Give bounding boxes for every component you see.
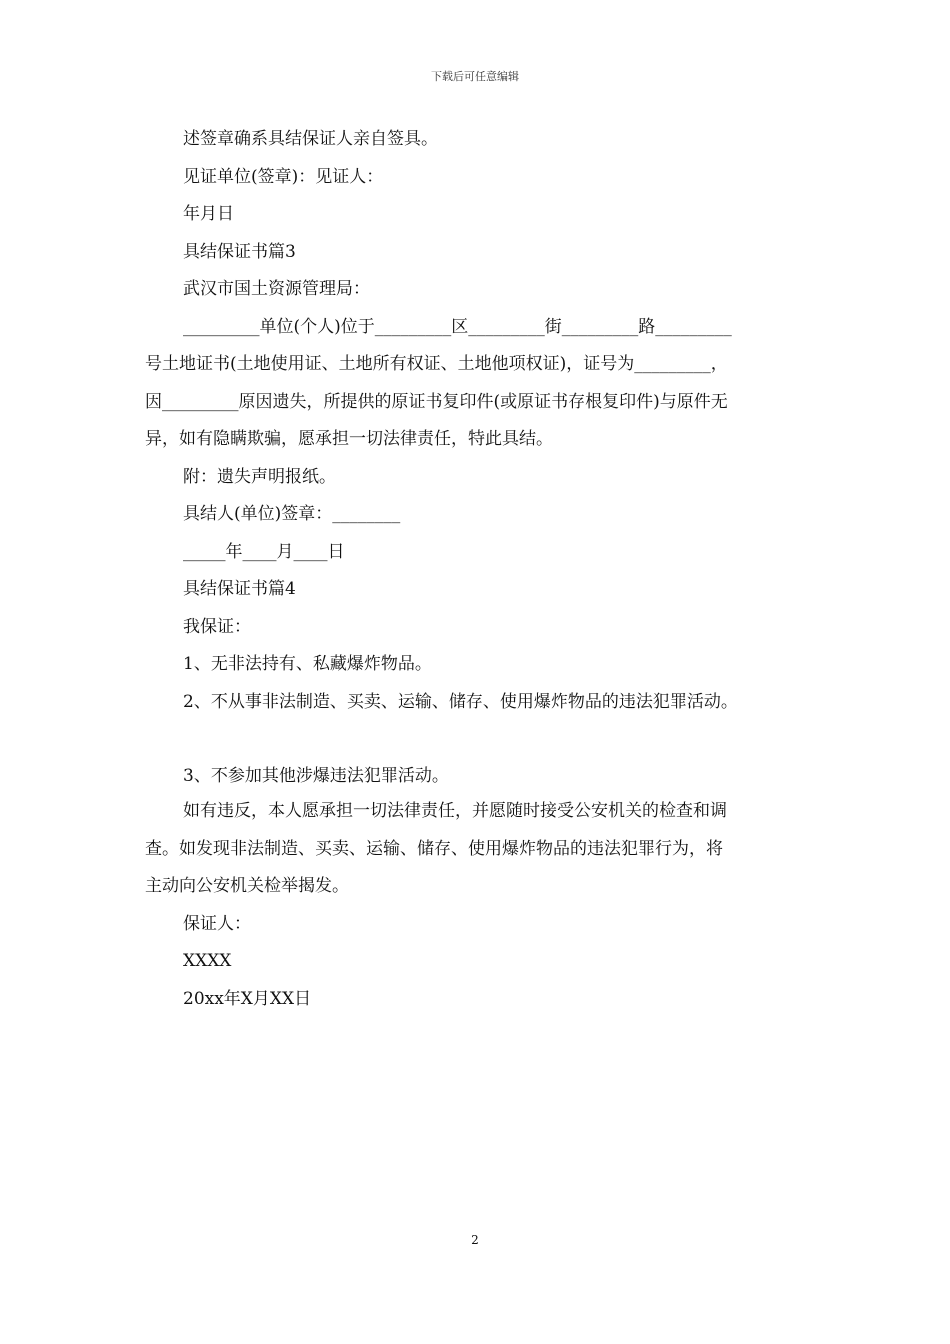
guarantor-label: 保证人：	[183, 914, 251, 934]
attachment-note: 附：遗失声明报纸。	[183, 467, 336, 487]
paragraph-land-cert-line-1: _________单位(个人)位于_________区_________街_________路_________	[183, 317, 732, 337]
pledge-item-2: 2、不从事非法制造、买卖、运输、储存、使用爆炸物品的违法犯罪活动。	[183, 692, 738, 712]
paragraph-witness: 见证单位(签章)：见证人：	[183, 167, 384, 187]
paragraph-violation-line-1: 如有违反，本人愿承担一切法律责任，并愿随时接受公安机关的检查和调	[183, 801, 727, 821]
addressee: 武汉市国土资源管理局：	[183, 279, 370, 299]
paragraph-land-cert-line-2: 号土地证书(土地使用证、土地所有权证、土地他项权证)，证号为_________，	[145, 354, 728, 374]
paragraph-violation-line-2: 查。如发现非法制造、买卖、运输、储存、使用爆炸物品的违法犯罪行为，将	[145, 839, 723, 859]
pledge-item-3: 3、不参加其他涉爆违法犯罪活动。	[183, 766, 449, 786]
date-blank-line: _____年____月____日	[183, 542, 345, 562]
page-header: 下载后可任意编辑	[431, 70, 519, 83]
signature-date: 20xx年X月XX日	[183, 989, 312, 1009]
pledge-item-1: 1、无非法持有、私藏爆炸物品。	[183, 654, 432, 674]
paragraph-violation-line-3: 主动向公安机关检举揭发。	[145, 876, 349, 896]
section-title-4: 具结保证书篇4	[183, 579, 296, 599]
pledge-intro: 我保证：	[183, 617, 251, 637]
section-title-3: 具结保证书篇3	[183, 242, 296, 262]
paragraph-signature-confirm: 述签章确系具结保证人亲自签具。	[183, 129, 438, 149]
guarantor-name: XXXX	[183, 951, 232, 971]
paragraph-land-cert-line-3: 因_________原因遗失，所提供的原证书复印件(或原证书存根复印件)与原件无	[145, 392, 728, 412]
signer-line: 具结人(单位)签章：________	[183, 504, 401, 524]
paragraph-date-blank: 年月日	[183, 204, 234, 224]
paragraph-land-cert-line-4: 异，如有隐瞒欺骗，愿承担一切法律责任，特此具结。	[145, 429, 553, 449]
page-number: 2	[471, 1233, 479, 1247]
